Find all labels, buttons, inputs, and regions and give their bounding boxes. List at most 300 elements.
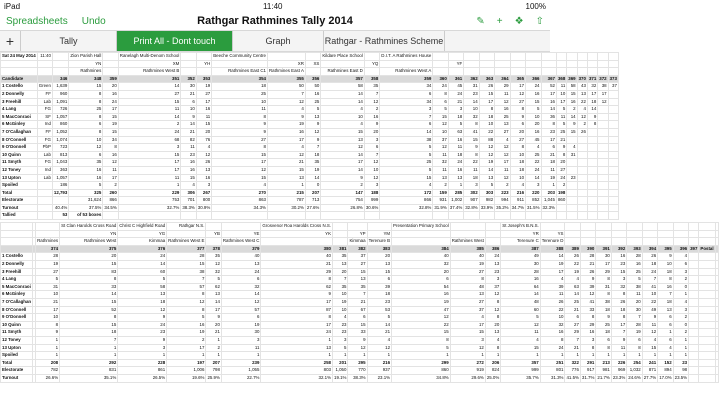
table-cell[interactable]: 41 <box>464 128 479 136</box>
table-cell[interactable] <box>526 68 541 76</box>
table-cell[interactable]: Rathmines <box>69 68 103 76</box>
table-cell[interactable]: YB <box>206 230 221 238</box>
table-cell[interactable]: 30 <box>501 261 540 269</box>
table-cell[interactable]: 15 <box>118 98 181 106</box>
row-label-cell[interactable]: Electorate <box>1 367 33 375</box>
table-cell[interactable]: 15 <box>367 268 391 276</box>
table-cell[interactable]: 15 <box>348 268 367 276</box>
table-cell[interactable]: 3 <box>673 268 688 276</box>
table-cell[interactable]: 31.3% <box>540 374 565 382</box>
table-cell[interactable]: Rathmines West <box>60 238 118 246</box>
table-cell[interactable]: 9 <box>118 336 167 344</box>
table-cell[interactable]: 49 <box>501 253 540 261</box>
table-cell[interactable]: 17 <box>598 90 608 98</box>
table-cell[interactable]: 22 <box>540 306 565 314</box>
table-cell[interactable]: Lab <box>37 151 52 159</box>
table-cell[interactable]: 866 <box>103 197 118 205</box>
table-cell[interactable]: 203 <box>541 189 556 197</box>
table-cell[interactable]: 2 <box>167 336 206 344</box>
table-cell[interactable]: 13 <box>450 291 485 299</box>
table-cell[interactable]: 52 <box>541 83 556 91</box>
table-cell[interactable]: 395 <box>658 245 673 253</box>
table-cell[interactable]: 1 <box>541 182 556 190</box>
table-cell[interactable]: FF <box>37 128 52 136</box>
table-cell[interactable]: 291 <box>580 359 595 367</box>
table-cell[interactable]: 10 <box>479 121 494 129</box>
table-cell[interactable] <box>495 212 510 220</box>
table-cell[interactable] <box>673 238 688 246</box>
table-cell[interactable]: 37 <box>450 306 485 314</box>
table-cell[interactable]: 353 <box>196 75 211 83</box>
table-cell[interactable]: 57 <box>167 283 206 291</box>
table-cell[interactable]: 8 <box>540 336 565 344</box>
table-cell[interactable]: 378 <box>206 245 221 253</box>
table-cell[interactable]: 14 <box>321 90 365 98</box>
add-icon[interactable]: + <box>496 15 503 27</box>
table-cell[interactable]: 22 <box>526 159 541 167</box>
table-cell[interactable]: 15 <box>103 128 118 136</box>
table-cell[interactable]: 981 <box>596 367 611 375</box>
table-cell[interactable]: 11 <box>433 151 448 159</box>
table-cell[interactable] <box>598 144 608 152</box>
table-cell[interactable]: 13 <box>267 174 305 182</box>
table-cell[interactable]: 38.3% <box>181 204 196 212</box>
table-cell[interactable]: 8 <box>587 121 597 129</box>
table-cell[interactable]: 18 <box>658 268 673 276</box>
row-label-cell[interactable]: 3 Freehill <box>1 268 33 276</box>
table-cell[interactable]: 7 <box>642 276 657 284</box>
table-cell[interactable]: YE <box>221 230 261 238</box>
table-cell[interactable]: 87 <box>261 306 333 314</box>
table-cell[interactable]: 38.3% <box>348 374 367 382</box>
table-cell[interactable]: FG <box>37 136 52 144</box>
table-cell[interactable] <box>485 230 500 238</box>
table-cell[interactable]: 12 <box>267 98 305 106</box>
table-cell[interactable] <box>596 230 611 238</box>
table-cell[interactable]: 207 <box>206 359 221 367</box>
table-cell[interactable]: 21 <box>565 306 580 314</box>
table-cell[interactable] <box>699 223 715 231</box>
table-cell[interactable]: 14 <box>206 299 221 307</box>
table-cell[interactable]: 27 <box>565 321 580 329</box>
table-cell[interactable]: 1 <box>167 352 206 360</box>
table-cell[interactable]: 188 <box>364 189 379 197</box>
table-cell[interactable] <box>608 53 618 61</box>
table-cell[interactable]: 18 <box>464 174 479 182</box>
table-cell[interactable] <box>598 166 608 174</box>
table-cell[interactable]: 860 <box>556 197 566 205</box>
table-cell[interactable]: 11:40 <box>37 53 52 61</box>
table-cell[interactable]: 24 <box>118 128 181 136</box>
table-cell[interactable]: 4 <box>196 144 211 152</box>
table-cell[interactable]: 1 <box>627 352 642 360</box>
table-cell[interactable]: 3 <box>118 144 181 152</box>
table-cell[interactable]: 1 <box>673 344 688 352</box>
table-cell[interactable] <box>36 230 60 238</box>
table-cell[interactable]: 9 <box>580 276 595 284</box>
table-cell[interactable] <box>608 166 618 174</box>
table-cell[interactable]: 36 <box>541 113 556 121</box>
table-cell[interactable] <box>52 53 68 61</box>
table-cell[interactable]: FF <box>37 90 52 98</box>
table-cell[interactable] <box>450 230 485 238</box>
table-cell[interactable]: 254 <box>627 359 642 367</box>
table-cell[interactable]: 14 <box>321 166 365 174</box>
table-cell[interactable]: 26 <box>196 159 211 167</box>
table-cell[interactable]: 919 <box>450 367 485 375</box>
table-cell[interactable]: 396 <box>673 245 688 253</box>
table-cell[interactable]: 12 <box>206 261 221 269</box>
table-cell[interactable]: 7 <box>305 144 320 152</box>
table-cell[interactable]: 63 <box>565 283 580 291</box>
row-label-cell[interactable]: 9 O'Donnell <box>1 144 38 152</box>
table-cell[interactable] <box>433 53 448 61</box>
table-cell[interactable]: 15 <box>392 329 451 337</box>
table-cell[interactable]: 28 <box>501 268 540 276</box>
table-cell[interactable]: 1,052 <box>52 128 68 136</box>
table-cell[interactable]: 30 <box>627 306 642 314</box>
table-cell[interactable]: 11 <box>495 166 510 174</box>
table-cell[interactable] <box>598 174 608 182</box>
table-cell[interactable]: 394 <box>642 245 657 253</box>
table-cell[interactable] <box>608 204 618 212</box>
table-cell[interactable]: 15 <box>642 344 657 352</box>
table-cell[interactable]: 21 <box>565 344 580 352</box>
table-cell[interactable]: 292 <box>60 359 118 367</box>
table-cell[interactable]: 58 <box>567 83 577 91</box>
table-cell[interactable]: 13 <box>348 276 367 284</box>
table-cell[interactable]: 2 <box>118 121 181 129</box>
table-cell[interactable]: 357 <box>321 75 365 83</box>
table-cell[interactable]: 13 <box>658 306 673 314</box>
table-cell[interactable]: 982 <box>479 197 494 205</box>
table-cell[interactable]: 9 <box>305 121 320 129</box>
table-cell[interactable] <box>689 306 699 314</box>
table-cell[interactable]: 15 <box>60 261 118 269</box>
table-cell[interactable]: 16 <box>69 166 103 174</box>
table-cell[interactable]: 1 <box>206 336 221 344</box>
table-cell[interactable]: 33 <box>580 306 595 314</box>
table-cell[interactable] <box>37 204 52 212</box>
table-cell[interactable] <box>52 68 68 76</box>
table-cell[interactable]: 15 <box>212 174 268 182</box>
table-cell[interactable] <box>433 212 448 220</box>
table-cell[interactable]: 38 <box>627 283 642 291</box>
table-cell[interactable]: 18 <box>596 306 611 314</box>
table-cell[interactable]: 10 <box>464 106 479 114</box>
table-cell[interactable]: 31.5% <box>526 204 541 212</box>
table-cell[interactable] <box>715 321 718 329</box>
table-cell[interactable]: 5 <box>380 144 433 152</box>
table-cell[interactable]: 25 <box>596 321 611 329</box>
table-cell[interactable] <box>699 238 715 246</box>
table-cell[interactable]: 5 <box>305 106 320 114</box>
table-cell[interactable]: 32 <box>587 83 597 91</box>
row-label-cell[interactable] <box>1 245 33 253</box>
table-cell[interactable]: 15 <box>181 174 196 182</box>
table-cell[interactable] <box>577 136 587 144</box>
table-cell[interactable]: 931 <box>433 197 448 205</box>
table-cell[interactable]: 10 <box>364 166 379 174</box>
table-cell[interactable]: 11 <box>118 174 181 182</box>
table-cell[interactable] <box>565 223 580 231</box>
table-cell[interactable]: 4 <box>642 336 657 344</box>
table-cell[interactable] <box>608 159 618 167</box>
table-cell[interactable]: 7 <box>565 336 580 344</box>
table-cell[interactable]: 25.9% <box>206 374 221 382</box>
table-cell[interactable] <box>699 344 715 352</box>
table-cell[interactable]: 28 <box>36 253 60 261</box>
table-cell[interactable]: Rathmines West C <box>221 238 261 246</box>
table-cell[interactable]: 13 <box>495 121 510 129</box>
table-cell[interactable] <box>642 230 657 238</box>
table-cell[interactable]: 2 <box>673 276 688 284</box>
table-cell[interactable]: Rathmines West <box>450 238 485 246</box>
table-cell[interactable]: 1,002 <box>448 197 463 205</box>
table-cell[interactable] <box>715 238 718 246</box>
table-cell[interactable] <box>587 68 597 76</box>
table-cell[interactable]: 12 <box>598 98 608 106</box>
table-cell[interactable]: YR <box>501 230 540 238</box>
table-cell[interactable] <box>598 121 608 129</box>
table-cell[interactable]: 58 <box>321 83 365 91</box>
brush-icon[interactable]: ✎ <box>476 15 485 27</box>
table-cell[interactable]: 325 <box>69 189 103 197</box>
table-cell[interactable]: 22.7% <box>221 374 261 382</box>
table-cell[interactable]: 270 <box>212 189 268 197</box>
table-cell[interactable]: 14 <box>367 321 391 329</box>
table-cell[interactable] <box>448 68 463 76</box>
table-cell[interactable]: 3 <box>673 306 688 314</box>
table-cell[interactable] <box>464 68 479 76</box>
table-cell[interactable]: 40 <box>392 253 451 261</box>
table-cell[interactable]: 6 <box>69 151 103 159</box>
table-cell[interactable]: 15 <box>103 113 118 121</box>
table-cell[interactable]: 7 <box>364 151 379 159</box>
row-label-cell[interactable]: 3 Freehill <box>1 98 38 106</box>
table-cell[interactable]: 3 <box>221 336 261 344</box>
table-cell[interactable] <box>577 151 587 159</box>
table-cell[interactable] <box>37 189 52 197</box>
table-cell[interactable]: 13 <box>433 174 448 182</box>
table-cell[interactable]: 16 <box>103 151 118 159</box>
table-cell[interactable] <box>699 291 715 299</box>
table-cell[interactable]: 1 <box>540 352 565 360</box>
table-cell[interactable]: 9 <box>261 291 333 299</box>
table-cell[interactable]: 397 <box>689 245 699 253</box>
row-label-cell[interactable]: 13 Upton <box>1 344 33 352</box>
table-cell[interactable]: 9 <box>305 136 320 144</box>
table-cell[interactable]: 994 <box>495 197 510 205</box>
table-cell[interactable]: 4 <box>450 314 485 322</box>
row-label-cell[interactable]: 6 McGinley <box>1 121 38 129</box>
table-cell[interactable]: 1 <box>261 336 333 344</box>
table-cell[interactable]: 20 <box>392 268 451 276</box>
table-cell[interactable] <box>715 291 718 299</box>
table-cell[interactable]: 21 <box>348 299 367 307</box>
table-cell[interactable]: 5 <box>167 314 206 322</box>
table-cell[interactable]: 5 <box>206 276 221 284</box>
table-cell[interactable]: 41 <box>642 283 657 291</box>
table-cell[interactable]: 26 <box>577 128 587 136</box>
table-cell[interactable] <box>699 336 715 344</box>
table-cell[interactable]: 7 <box>658 291 673 299</box>
table-cell[interactable] <box>699 359 715 367</box>
table-cell[interactable]: 999 <box>501 367 540 375</box>
table-cell[interactable]: 6 <box>69 121 103 129</box>
table-cell[interactable]: 60 <box>118 268 167 276</box>
table-cell[interactable]: 322 <box>565 359 580 367</box>
table-cell[interactable]: 18 <box>596 329 611 337</box>
table-cell[interactable]: 754 <box>321 197 365 205</box>
row-label-cell[interactable]: 1 Costello <box>1 83 38 91</box>
table-cell[interactable]: 2 <box>433 182 448 190</box>
spreadsheet-grid[interactable] <box>0 52 714 412</box>
table-cell[interactable]: 7 <box>333 276 348 284</box>
table-cell[interactable]: 803 <box>261 367 333 375</box>
table-cell[interactable]: 393 <box>627 245 642 253</box>
table-cell[interactable]: 8 <box>611 314 626 322</box>
table-cell[interactable]: 19 <box>540 261 565 269</box>
table-cell[interactable]: 27 <box>450 268 485 276</box>
table-cell[interactable]: 824 <box>485 367 500 375</box>
table-cell[interactable] <box>333 223 348 231</box>
table-cell[interactable]: 20 <box>206 321 221 329</box>
table-cell[interactable] <box>598 60 608 68</box>
add-sheet-icon[interactable]: + <box>0 31 21 51</box>
table-cell[interactable]: 22 <box>642 299 657 307</box>
table-cell[interactable] <box>699 283 715 291</box>
table-cell[interactable]: 53 <box>52 212 68 220</box>
table-cell[interactable] <box>567 68 577 76</box>
table-cell[interactable]: 11 <box>212 106 268 114</box>
table-cell[interactable]: 24 <box>103 98 118 106</box>
table-cell[interactable]: 9 <box>212 128 268 136</box>
table-cell[interactable]: 12 <box>196 151 211 159</box>
table-cell[interactable]: XM <box>118 60 181 68</box>
table-cell[interactable]: 28 <box>627 253 642 261</box>
table-cell[interactable] <box>608 197 618 205</box>
table-cell[interactable] <box>611 238 626 246</box>
tab-print-all[interactable]: Print All - Dont touch <box>117 31 233 51</box>
table-cell[interactable]: 29 <box>580 321 595 329</box>
table-cell[interactable]: 4 <box>367 336 391 344</box>
table-cell[interactable]: 258 <box>261 359 333 367</box>
table-cell[interactable]: 1 <box>261 352 333 360</box>
table-cell[interactable]: 13 <box>221 261 261 269</box>
table-cell[interactable]: 366 <box>526 75 541 83</box>
table-cell[interactable]: 8 <box>580 344 595 352</box>
table-cell[interactable] <box>699 230 715 238</box>
table-cell[interactable] <box>577 60 587 68</box>
table-cell[interactable]: 19 <box>565 268 580 276</box>
table-cell[interactable]: 12 <box>433 144 448 152</box>
table-cell[interactable]: 8 <box>596 344 611 352</box>
table-cell[interactable]: 21 <box>541 151 556 159</box>
table-cell[interactable]: 38 <box>380 136 433 144</box>
table-cell[interactable] <box>587 53 597 61</box>
table-cell[interactable]: 34 <box>380 98 433 106</box>
table-cell[interactable] <box>587 60 597 68</box>
table-cell[interactable]: 21 <box>181 128 196 136</box>
table-cell[interactable] <box>181 53 196 61</box>
row-label-cell[interactable]: Spoiled <box>1 352 33 360</box>
table-cell[interactable]: 13 <box>479 174 494 182</box>
table-cell[interactable]: 5 <box>479 182 494 190</box>
table-cell[interactable]: 860 <box>52 121 68 129</box>
table-cell[interactable]: Postal <box>699 245 715 253</box>
table-cell[interactable]: 12 <box>433 121 448 129</box>
table-cell[interactable]: 1 <box>658 352 673 360</box>
row-label-cell[interactable]: 7 O'Callaghan <box>1 128 38 136</box>
table-cell[interactable]: 381 <box>333 245 348 253</box>
table-cell[interactable]: 17 <box>196 98 211 106</box>
table-cell[interactable]: 20 <box>333 268 348 276</box>
table-cell[interactable]: 14 <box>567 113 577 121</box>
table-cell[interactable] <box>608 113 618 121</box>
table-cell[interactable]: 861 <box>118 367 167 375</box>
table-cell[interactable]: 16 <box>567 98 577 106</box>
table-cell[interactable]: 9 <box>206 314 221 322</box>
table-cell[interactable]: 50 <box>305 83 320 91</box>
table-cell[interactable]: 17 <box>118 159 181 167</box>
table-cell[interactable]: 12 <box>577 113 587 121</box>
table-cell[interactable]: 17 <box>261 321 333 329</box>
table-cell[interactable] <box>587 166 597 174</box>
table-cell[interactable]: 16 <box>69 174 103 182</box>
table-cell[interactable]: 35 <box>333 283 348 291</box>
table-cell[interactable]: 6 <box>658 321 673 329</box>
table-cell[interactable]: 16 <box>181 166 196 174</box>
row-label-cell[interactable] <box>1 238 33 246</box>
table-cell[interactable]: 27 <box>556 166 566 174</box>
table-cell[interactable]: 10 <box>658 261 673 269</box>
table-cell[interactable]: 12 <box>580 291 595 299</box>
table-cell[interactable] <box>598 53 608 61</box>
table-cell[interactable]: 5 <box>69 182 103 190</box>
table-cell[interactable] <box>556 212 566 220</box>
row-label-cell[interactable]: 2 Donnelly <box>1 261 33 269</box>
table-cell[interactable]: 29 <box>261 268 333 276</box>
table-cell[interactable]: 17 <box>495 159 510 167</box>
table-cell[interactable]: 8 <box>510 144 525 152</box>
table-cell[interactable]: 6 <box>510 121 525 129</box>
table-cell[interactable] <box>37 75 52 83</box>
table-cell[interactable]: 17 <box>479 98 494 106</box>
table-cell[interactable] <box>206 238 221 246</box>
table-cell[interactable]: 13 <box>448 174 463 182</box>
table-cell[interactable]: YQ <box>364 60 379 68</box>
table-cell[interactable]: 23.1% <box>367 374 391 382</box>
table-cell[interactable]: 9 <box>364 121 379 129</box>
table-cell[interactable]: 24 <box>118 321 167 329</box>
row-label-cell[interactable]: 2 Donnelly <box>1 90 38 98</box>
table-cell[interactable]: 18 <box>658 299 673 307</box>
table-cell[interactable]: 33 <box>60 283 118 291</box>
table-cell[interactable]: 2 <box>556 182 566 190</box>
table-cell[interactable] <box>587 144 597 152</box>
table-cell[interactable] <box>699 268 715 276</box>
table-cell[interactable] <box>715 261 718 269</box>
table-cell[interactable]: 355 <box>267 75 305 83</box>
table-cell[interactable]: 10 <box>526 113 541 121</box>
table-cell[interactable] <box>587 136 597 144</box>
table-cell[interactable]: 15 <box>321 128 365 136</box>
table-cell[interactable]: 35 <box>305 159 320 167</box>
table-cell[interactable]: 10 <box>333 291 348 299</box>
table-cell[interactable] <box>580 230 595 238</box>
table-cell[interactable]: 4 <box>333 314 348 322</box>
